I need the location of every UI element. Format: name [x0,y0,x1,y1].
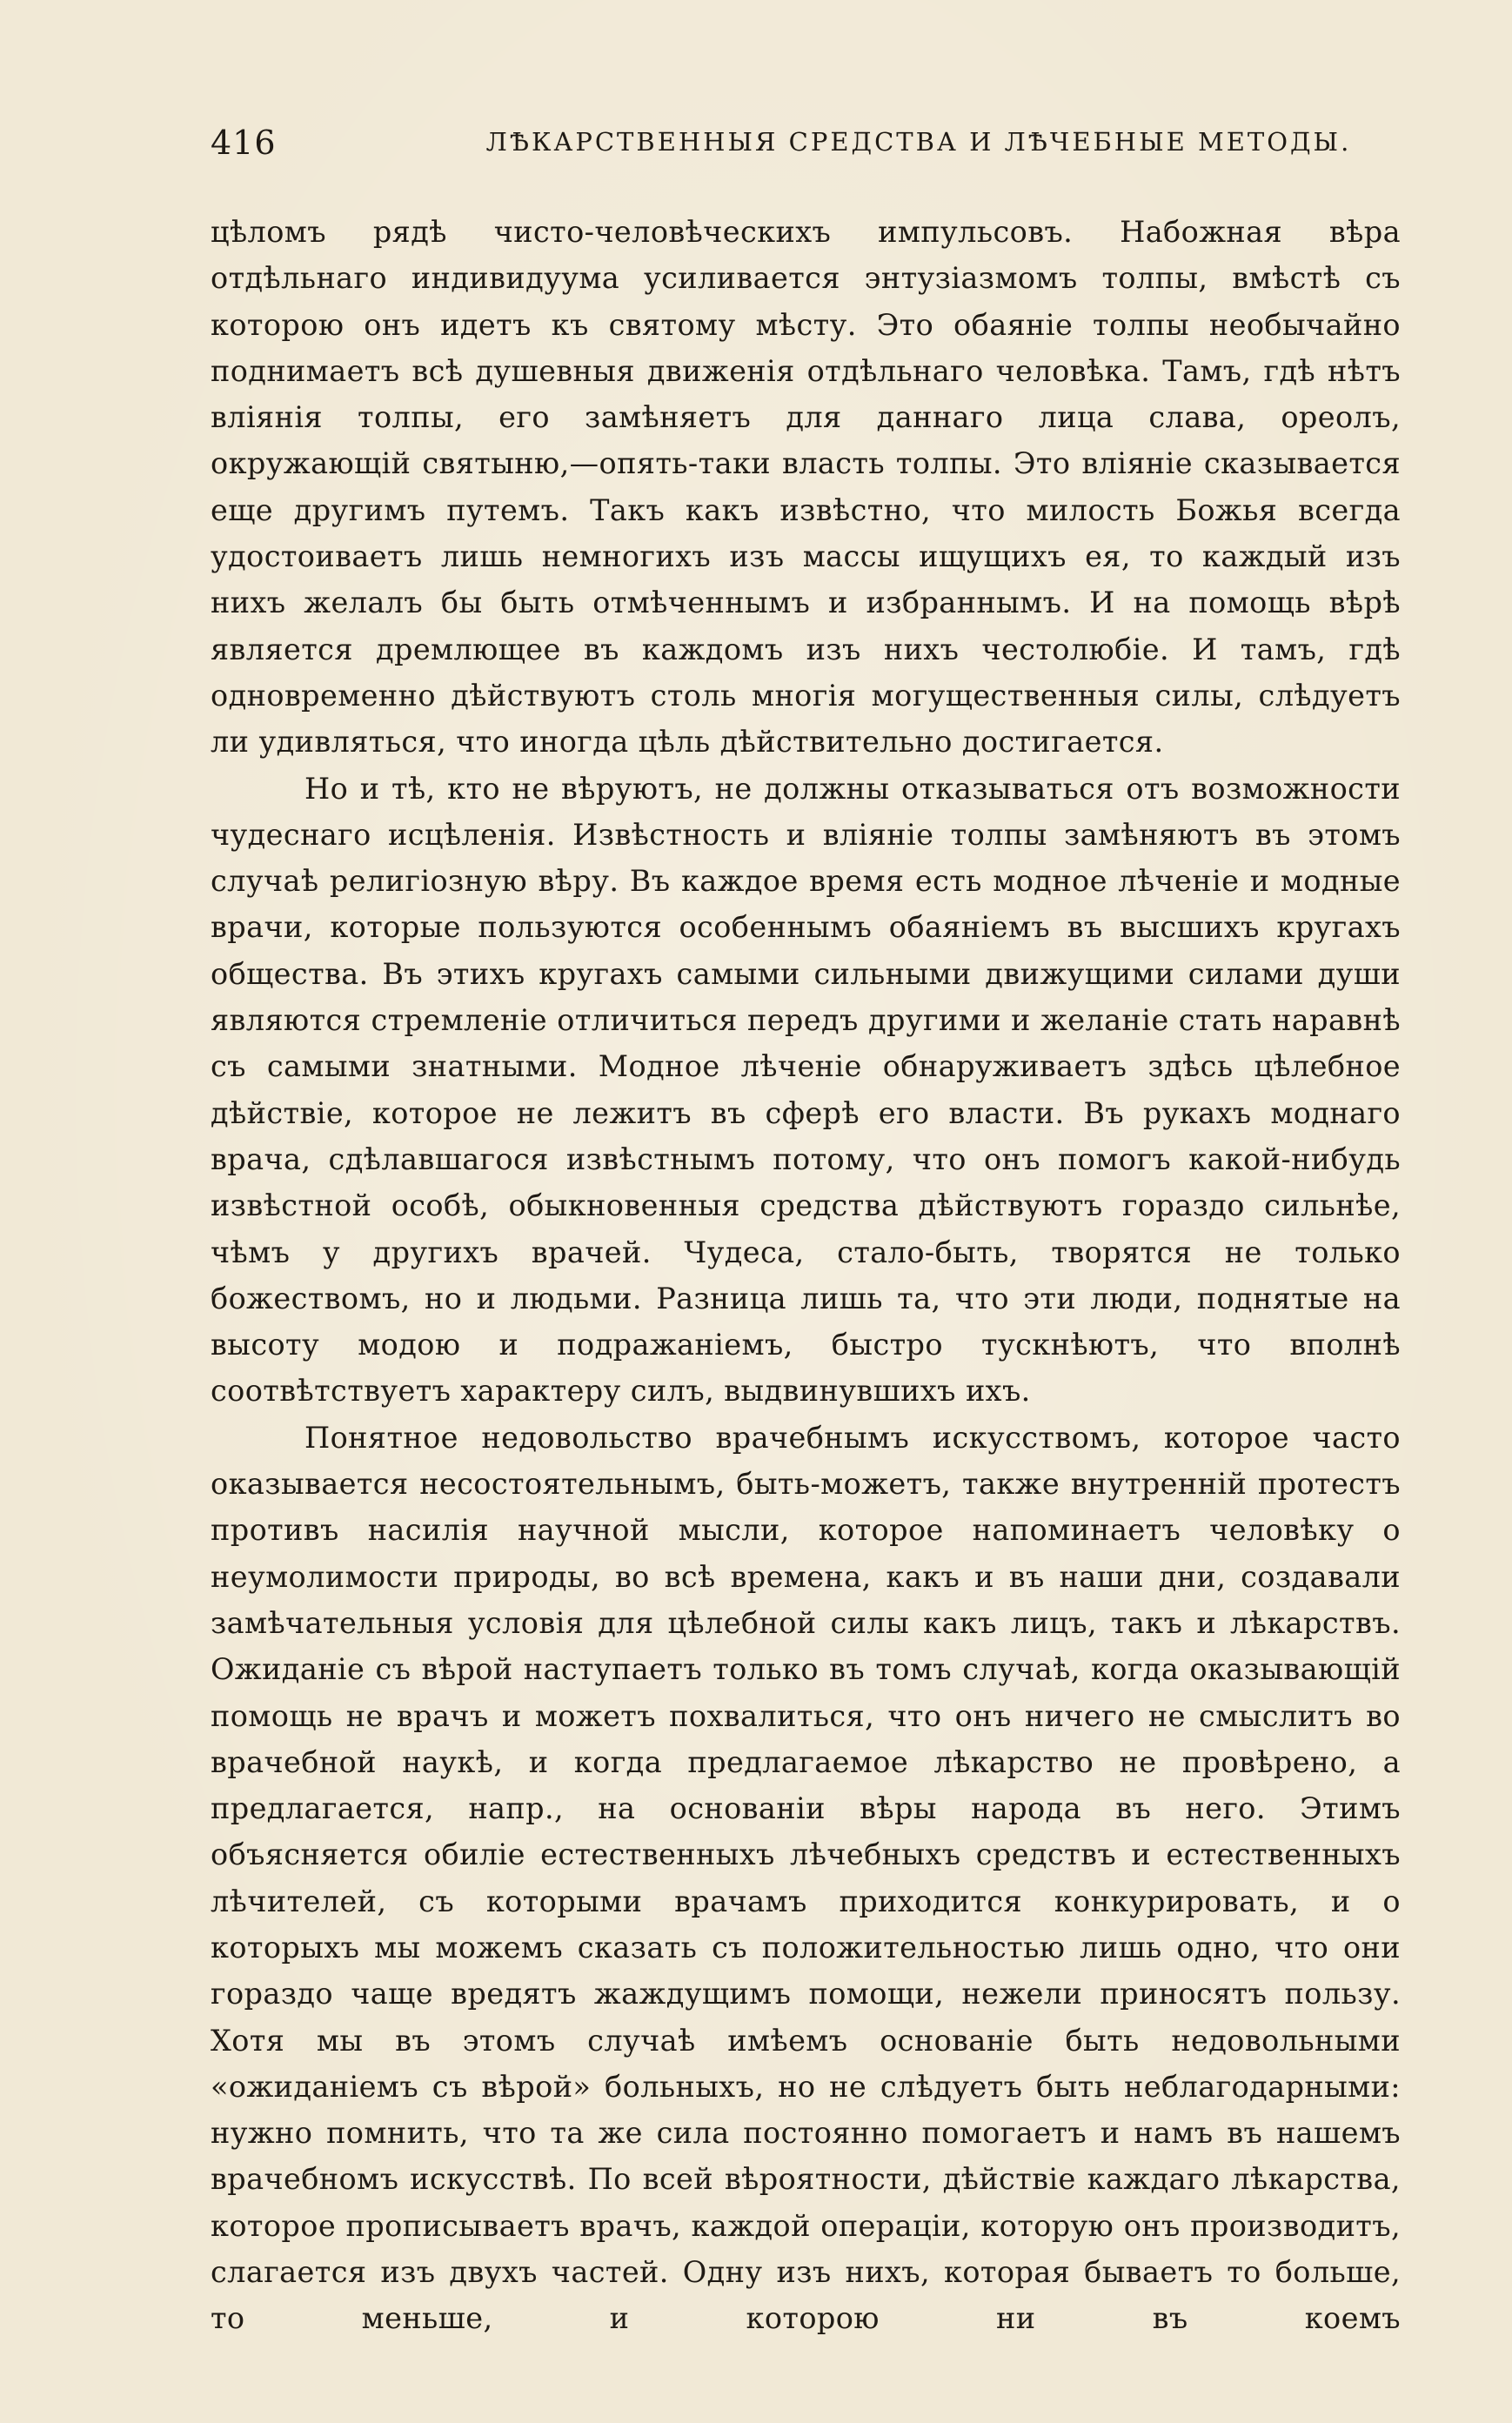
paragraph-3: Понятное недовольство врачебнымъ искусствомъ, которое часто оказывается несостоятельнымъ, быть-можетъ, также внутренній протестъ противъ насилія научной мысли, которое напоминаетъ человѣку о неумолимости природы, во всѣ времена, какъ и въ наши дни, создавали замѣчательныя условія для цѣлебной силы какъ лицъ, такъ и лѣкарствъ. Ожиданіе съ вѣрой наступаетъ только въ томъ случаѣ, когда оказывающій помощь не врачъ и можетъ похвалиться, что онъ ничего не смыслитъ во врачебной наукѣ, и когда предлагаемое лѣкарство не провѣрено, а предлагается, напр., на основаніи вѣры народа въ него. Этимъ объясняется обиліе естественныхъ лѣчебныхъ средствъ и естественныхъ лѣчителей, съ которыми врачамъ приходится конкурировать, и о которыхъ мы можемъ сказать съ положительностью лишь одно, что они гораздо чаще вредятъ жаждущимъ помощи, нежели приносятъ пользу. Хотя мы въ этомъ случаѣ имѣемъ основаніе быть недовольными «ожиданіемъ съ вѣрой» больныхъ, но не слѣдуетъ быть неблагодарными: нужно помнить, что та же сила постоянно помогаетъ и намъ въ нашемъ врачебномъ искусствѣ. По всей вѣроятности, дѣйствіе каждаго лѣкарства, которое прописываетъ врачъ, каждой операціи, которую онъ производитъ, слагается изъ двухъ частей. Одну изъ нихъ, которая бываетъ то больше, то меньше, и которою ни въ коемъ [211,1420,1401,2336]
page-number: 416 [211,124,277,162]
page-header [211,124,1401,176]
running-title: ЛѢКАРСТВЕННЫЯ СРЕДСТВА И ЛѢЧЕБНЫЕ МЕТОДЫ. [485,127,1352,157]
paragraph-1: цѣломъ рядѣ чисто-человѣческихъ импульсовъ. Набожная вѣра отдѣльнаго индивидуума усиливается энтузіазмомъ толпы, вмѣстѣ съ которою онъ идетъ къ святому мѣсту. Это обаяніе толпы необычайно поднимаетъ всѣ душевныя движенія отдѣльнаго человѣка. Тамъ, гдѣ нѣтъ вліянія толпы, его замѣняетъ для даннаго лица слава, ореолъ, окружающій святыню,—опять-таки власть толпы. Это вліяніе сказывается еще другимъ путемъ. Такъ какъ извѣстно, что милость Божья всегда удостоиваетъ лишь немногихъ изъ массы ищущихъ ея, то каждый изъ нихъ желалъ бы быть отмѣченнымъ и избраннымъ. И на помощь вѣрѣ является дремлющее въ каждомъ изъ нихъ честолюбіе. И тамъ, гдѣ одновременно дѣйствуютъ столь многія могущественныя силы, слѣдуетъ ли удивляться, что иногда цѣль дѣйствительно достигается. [211,215,1401,760]
paragraph-2: Но и тѣ, кто не вѣруютъ, не должны отказываться отъ возможности чудеснаго исцѣленія. Извѣстность и вліяніе толпы замѣняютъ въ этомъ случаѣ религіозную вѣру. Въ каждое время есть модное лѣченіе и модные врачи, которые пользуются особеннымъ обаяніемъ въ высшихъ кругахъ общества. Въ этихъ кругахъ самыми сильными движущими силами души являются стремленіе отличиться передъ другими и желаніе стать наравнѣ съ самыми знатными. Модное лѣченіе обнаруживаетъ здѣсь цѣлебное дѣйствіе, которое не лежитъ въ сферѣ его власти. Въ рукахъ моднаго врача, сдѣлавшагося извѣстнымъ потому, что онъ помогъ какой-нибудь извѣстной особѣ, обыкновенныя средства дѣйствуютъ гораздо сильнѣе, чѣмъ у другихъ врачей. Чудеса, стало-быть, творятся не только божествомъ, но и людьми. Разница лишь та, что эти люди, поднятые на высоту модою и подражаніемъ, быстро тускнѣютъ, что вполнѣ соотвѣтствуетъ характеру силъ, выдвинувшихъ ихъ. [211,771,1401,1409]
body-text [211,209,1401,2342]
